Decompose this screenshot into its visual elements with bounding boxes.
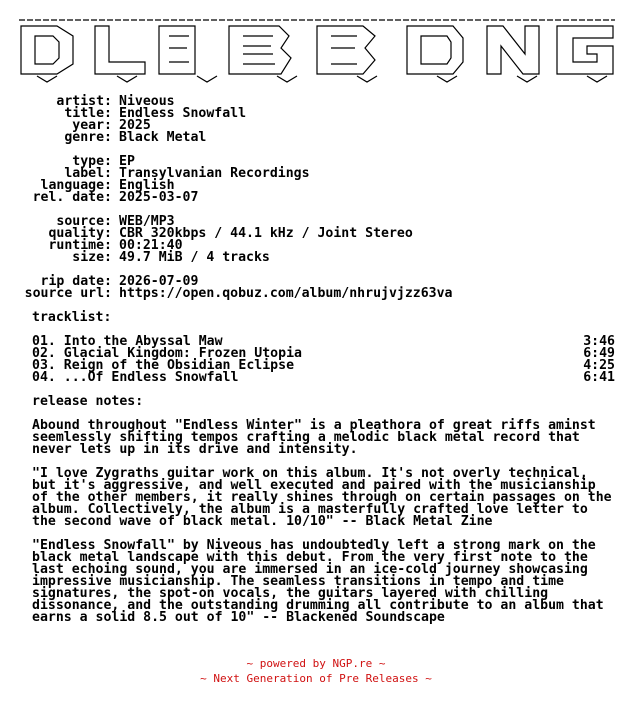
detail-label: quality: — [48, 226, 112, 241]
note-line: earns a solid 8.5 out of 10" -- Blackened Soundscape — [32, 610, 445, 625]
detail-label: source url: — [24, 286, 112, 301]
detail-value: 49.7 MiB / 4 tracks — [119, 250, 270, 265]
detail-row — [0, 132, 632, 144]
note-line: signatures, the spot-on vocals, the guitars layered with chilling — [32, 586, 549, 601]
track-title: 04. ...Of Endless Snowfall — [32, 370, 239, 385]
detail-label: genre: — [64, 130, 112, 145]
track-row — [0, 372, 632, 384]
note-line: black metal landscape with this debut. From the very first note to the — [32, 550, 588, 565]
footer-powered-by: ~ powered by NGP.re ~ — [246, 657, 386, 670]
detail-label: language: — [40, 178, 112, 193]
release-notes-heading: release notes: — [32, 394, 144, 409]
ascii-logo — [17, 14, 617, 86]
note-line: of the other members, it really shines through on certain passages on the — [32, 490, 612, 505]
note-line: dissonance, and the outstanding drumming all contribute to an album that — [32, 598, 604, 613]
detail-value: https://open.qobuz.com/album/nhrujvjzz63va — [119, 286, 453, 301]
note-line: "Endless Snowfall" by Niveous has undoubtedly left a strong mark on the — [32, 538, 596, 553]
detail-value: English — [119, 178, 175, 193]
footer-tagline: ~ Next Generation of Pre Releases ~ — [200, 672, 432, 685]
note-line: impressive musicianship. The seamless transitions in tempo and time — [32, 574, 564, 589]
detail-value: 2025-03-07 — [119, 190, 199, 205]
detail-label: artist: — [56, 94, 112, 109]
track-title: 03. Reign of the Obsidian Eclipse — [32, 358, 295, 373]
detail-value: Niveous — [119, 94, 175, 109]
detail-label: rel. date: — [32, 190, 112, 205]
note-line: seemlessly shifting tempos crafting a melodic black metal record that — [32, 430, 580, 445]
release-note-paragraph — [32, 540, 624, 624]
detail-value: EP — [119, 154, 135, 169]
detail-label: title: — [64, 106, 112, 121]
note-line: but it's aggressive, and well executed and paired with the musicianship — [32, 478, 596, 493]
note-line: the second wave of black metal. 10/10" -- Black Metal Zine — [32, 514, 493, 529]
release-note-paragraph — [32, 468, 624, 528]
note-line: album. Collectively, the album is a masterfully crafted love letter to — [32, 502, 588, 517]
track-duration: 6:41 — [583, 370, 615, 385]
note-line: last echoing sound, you are immersed in an ice-cold journey showcasing — [32, 562, 588, 577]
release-note-paragraph — [32, 420, 624, 456]
note-line: never lets up in its drive and intensity. — [32, 442, 358, 457]
note-line: Abound throughout "Endless Winter" is a pleathora of great riffs aminst — [32, 418, 596, 433]
track-duration: 3:46 — [583, 334, 615, 349]
tracklist-heading: tracklist: — [32, 310, 112, 325]
detail-value: Black Metal — [119, 130, 207, 145]
detail-label: rip date: — [40, 274, 112, 289]
detail-row — [0, 252, 632, 264]
detail-value: 2026-07-09 — [119, 274, 199, 289]
detail-label: source: — [56, 214, 112, 229]
detail-value: Endless Snowfall — [119, 106, 247, 121]
detail-value: 00:21:40 — [119, 238, 183, 253]
track-duration: 6:49 — [583, 346, 615, 361]
detail-label: label: — [64, 166, 112, 181]
detail-value: 2025 — [119, 118, 151, 133]
detail-value: WEB/MP3 — [119, 214, 175, 229]
detail-label: size: — [72, 250, 112, 265]
detail-label: type: — [72, 154, 112, 169]
detail-label: runtime: — [48, 238, 112, 253]
note-line: "I love Zygraths guitar work on this album. It's not overly technical, — [32, 466, 588, 481]
detail-value: CBR 320kbps / 44.1 kHz / Joint Stereo — [119, 226, 413, 241]
detail-row — [0, 192, 632, 204]
track-title: 02. Glacial Kingdom: Frozen Utopia — [32, 346, 302, 361]
track-duration: 4:25 — [583, 358, 615, 373]
detail-row — [0, 288, 632, 300]
detail-label: year: — [72, 118, 112, 133]
detail-value: Transylvanian Recordings — [119, 166, 310, 181]
track-title: 01. Into the Abyssal Maw — [32, 334, 223, 349]
